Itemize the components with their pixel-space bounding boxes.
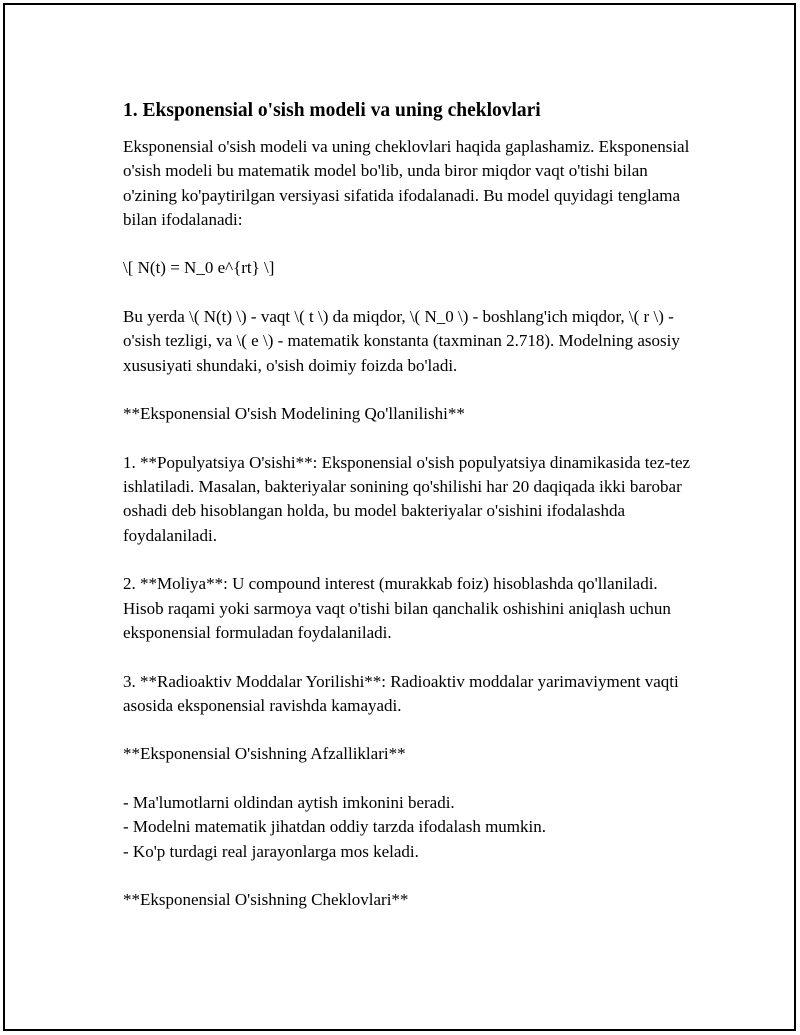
advantages-heading: **Eksponensial O'sishning Afzalliklari**	[123, 744, 406, 764]
limitations-heading: **Eksponensial O'sishning Cheklovlari**	[123, 890, 409, 910]
document-body	[123, 97, 698, 937]
advantage-item: - Ma'lumotlarni oldindan aytish imkonini beradi.	[123, 793, 455, 813]
advantages-list	[123, 791, 698, 864]
advantage-item: - Ko'p turdagi real jarayonlarga mos keladi.	[123, 841, 419, 861]
advantage-item: - Modelni matematik jihatdan oddiy tarzda ifodalash mumkin.	[123, 817, 547, 837]
equation-line: \[ N(t) = N_0 e^{rt} \]	[123, 258, 275, 278]
application-item-finance: 2. **Moliya**: U compound interest (murakkab foiz) hisoblashda qo'llaniladi. Hisob raqami yoki sarmoya vaqt o'tishi bilan qanchalik oshishini aniqlash uchun eksponensial formuladan foydalaniladi.	[123, 574, 671, 642]
document-title: 1. Eksponensial o'sish modeli va uning cheklovlari	[123, 100, 541, 121]
applications-heading: **Eksponensial O'sish Modelining Qo'llanilishi**	[123, 404, 465, 424]
page-frame	[3, 3, 796, 1031]
application-item-population: 1. **Populyatsiya O'sishi**: Eksponensial o'sish populyatsiya dinamikasida tez-tez ishlatiladi. Masalan, bakteriyalar sonining qo'shilishi har 20 daqiqada ikki barobar oshadi deb hisoblangan holda, bu model bakteriyalar o'sishini ifodalashda foydalaniladi.	[123, 452, 691, 545]
variables-paragraph: Bu yerda \( N(t) \) - vaqt \( t \) da miqdor, \( N_0 \) - boshlang'ich miqdor, \( r \) - o'sish tezligi, va \( e \) - matematik konstanta (taxminan 2.718). Modelning asosiy xususiyati shundaki, o'sish doimiy foizda bo'ladi.	[123, 307, 680, 375]
application-item-radioactive: 3. **Radioaktiv Moddalar Yorilishi**: Radioaktiv moddalar yarimaviyment vaqti asosida eksponensial ravishda kamayadi.	[123, 671, 679, 715]
intro-paragraph: Eksponensial o'sish modeli va uning cheklovlari haqida gaplashamiz. Eksponensial o'sish modeli bu matematik model bo'lib, unda biror miqdor vaqt o'tishi bilan o'zining ko'paytirilgan versiyasi sifatida ifodalanadi. Bu model quyidagi tenglama bilan ifodalanadi:	[123, 137, 690, 229]
